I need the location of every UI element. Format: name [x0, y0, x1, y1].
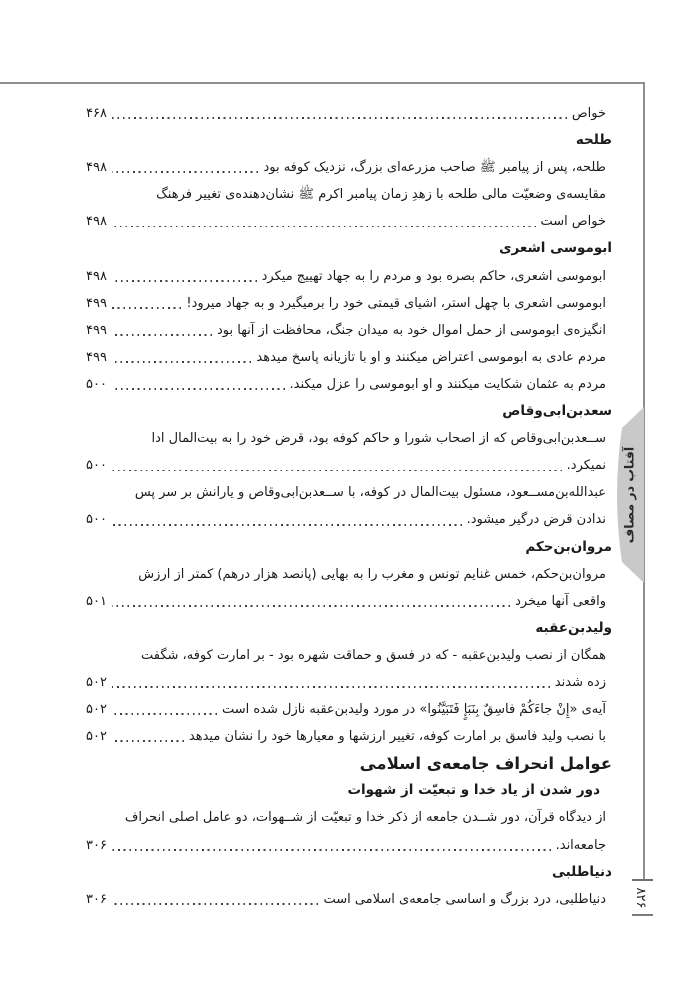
- dot-leader: [112, 903, 318, 905]
- dot-leader: [112, 849, 551, 851]
- dot-leader: [112, 388, 285, 390]
- top-rule: [0, 82, 645, 84]
- page-number: ۴۹۸: [86, 160, 107, 176]
- dot-leader: [112, 524, 462, 526]
- page-number: ۳۰۶: [86, 837, 107, 853]
- page-number: ۵۰۲: [86, 674, 107, 690]
- dot-leader: [112, 605, 510, 607]
- dot-leader: [112, 307, 181, 309]
- dot-leader: [112, 117, 567, 119]
- toc-entry-text: زده شدند: [554, 674, 606, 690]
- toc-entry: [86, 344, 612, 371]
- page-number: ۴۹۸: [86, 214, 107, 230]
- section-heading: [86, 235, 612, 262]
- chapter-tab-label: آفتاب در مصاف: [621, 446, 637, 544]
- toc-entry: [86, 290, 612, 317]
- page-number: ۴۶۸: [86, 106, 107, 121]
- page-number: ۵۰۰: [86, 512, 107, 528]
- toc-entry-continuation: [86, 181, 612, 208]
- toc-entry-text: همگان از نصب ولیدبن‌عقبه - که در فسق و حماقت شهره بود - بر امارت کوفه، شگفت: [140, 647, 606, 663]
- section-heading-text: ابوموسی اشعری: [499, 240, 612, 257]
- toc-entry-continuation: [86, 561, 612, 588]
- toc-entry: [86, 588, 612, 615]
- toc-entry-text: مردم عادی به ابوموسی اعتراض میکنند و او با تازیانه پاسخ میدهد: [256, 349, 606, 365]
- page-number: ۵۰۲: [86, 729, 107, 745]
- dot-leader: [112, 280, 257, 282]
- page-number: ۵۰۰: [86, 376, 107, 392]
- section-heading: [86, 615, 612, 642]
- dot-leader: [112, 226, 536, 228]
- toc-entry: [86, 371, 612, 398]
- toc-entry-continuation: [86, 642, 612, 669]
- toc-entry-text: دنیاطلبی، درد بزرگ و اساسی جامعه‌ی اسلامی است: [323, 891, 606, 907]
- toc-entry-text: واقعی آنها میخرد: [515, 593, 606, 609]
- toc-entry-text: نمیکرد.: [566, 458, 606, 474]
- section-heading: [86, 127, 612, 154]
- toc-entry: [86, 154, 612, 181]
- page-number: ۳۰۶: [86, 891, 107, 907]
- page-number: ۴۹۹: [86, 322, 107, 338]
- subsection-heading: [86, 777, 612, 804]
- toc-entry: [86, 696, 612, 723]
- chapter-tab: [609, 407, 644, 583]
- section-heading-text: مروان‌بن‌حکم: [525, 538, 612, 555]
- section-heading: [86, 859, 612, 886]
- folio-tick-rule: [632, 879, 653, 881]
- toc-entry-text: ندادن قرض درگیر میشود.: [466, 512, 606, 528]
- toc-entry-text: از دیدگاه قرآن، دور شــدن جامعه از ذکر خدا و تبعیّت از شــهوات، دو عامل اصلی انحراف: [124, 810, 606, 826]
- chapter-heading: [86, 750, 612, 777]
- toc-entry: [86, 506, 612, 533]
- toc-entry: [86, 100, 612, 127]
- folio-underline-rule: [632, 914, 653, 916]
- toc-entry-text: طلحه، پس از پیامبر ﷺ صاحب مزرعه‌ای بزرگ، نزدیک کوفه بود: [263, 160, 606, 176]
- page-number: ۴۹۸: [86, 268, 107, 284]
- toc-entry-text: مردم به عثمان شکایت میکنند و او ابوموسی را عزل میکند.: [289, 376, 606, 392]
- toc-entry-text: انگیزه‌ی ابوموسی از حمل اموال خود به میدان جنگ، محافظت از آنها بود: [216, 322, 606, 338]
- dot-leader: [112, 470, 562, 472]
- page-number: ۴۹۹: [86, 295, 107, 311]
- dot-leader: [112, 686, 550, 688]
- page-number: ۴۹۹: [86, 349, 107, 365]
- toc-entry: [86, 263, 612, 290]
- section-heading-text: دنیاطلبی: [552, 863, 612, 880]
- page-number: ۵۰۱: [86, 593, 107, 609]
- toc-entry-text: با نصب ولید فاسق بر امارت کوفه، تغییر ارزشها و معیارها خود را نشان میدهد: [188, 729, 606, 745]
- toc-entry-text: مقایسه‌ی وضعیّت مالی طلحه با زهدِ زمان پیامبر اکرم ﷺ نشان‌دهنده‌ی تغییر فرهنگ: [156, 187, 606, 203]
- dot-leader: [112, 334, 212, 336]
- toc-entry: [86, 208, 612, 235]
- toc-entry: [86, 886, 612, 913]
- section-heading: [86, 534, 612, 561]
- toc-entry-continuation: [86, 479, 612, 506]
- dot-leader: [112, 740, 184, 742]
- section-heading: [86, 398, 612, 425]
- section-heading-text: ولیدبن‌عقبه: [535, 619, 612, 636]
- toc-entry-continuation: [86, 425, 612, 452]
- dot-leader: [112, 361, 251, 363]
- toc-entry: [86, 452, 612, 479]
- toc-entry-text: آیه‌ی «إِنْ جاءَکُمْ فاسِقٌ بِنَبَإٍ فَتَبَیَّنُوا» در مورد ولیدبن‌عقبه نازل شده است: [221, 702, 606, 718]
- toc-entry-text: خواص است: [540, 214, 606, 230]
- toc-entry-text: جامعه‌اند.: [555, 837, 606, 853]
- toc-entry-text: مروان‌بن‌حکم، خمس غنایم تونس و مغرب را به بهایی (پانصد هزار درهم) کمتر از ارزش: [138, 566, 606, 582]
- section-heading-text: طلحه: [575, 132, 612, 149]
- section-heading-text: سعدبن‌ابی‌وقاص: [502, 403, 612, 420]
- toc-entry-continuation: [86, 804, 612, 831]
- page-number: ۵۰۰: [86, 458, 107, 474]
- toc-entry: [86, 317, 612, 344]
- toc-entry: [86, 669, 612, 696]
- toc-entry-text: ابوموسی اشعری، حاکم بصره بود و مردم را به جهاد تهییج میکرد: [261, 268, 606, 284]
- table-of-contents: [86, 100, 612, 913]
- folio-number: ۸۲۶: [633, 887, 649, 909]
- toc-entry-text: ســعدبن‌ابی‌وقاص که از اصحاب شورا و حاکم کوفه بود، قرض خود را به بیت‌المال ادا: [151, 431, 606, 447]
- dot-leader: [112, 713, 217, 715]
- dot-leader: [112, 171, 258, 173]
- toc-entry: [86, 832, 612, 859]
- toc-entry-text: خواص: [571, 106, 606, 121]
- toc-entry-text: عبدالله‌بن‌مســعود، مسئول بیت‌المال در کوفه، با ســعدبن‌ابی‌وقاص و یارانش بر سر پس: [134, 485, 606, 501]
- subsection-heading-text: دور شدن از یاد خدا و تبعیّت از شهوات: [347, 782, 600, 799]
- page-number: ۵۰۲: [86, 702, 107, 718]
- toc-entry: [86, 723, 612, 750]
- chapter-heading-text: عوامل انحراف جامعه‌ی اسلامی: [359, 754, 612, 774]
- toc-entry-text: ابوموسی اشعری با چهل استر، اشیای قیمتی خود را برمیگیرد و به جهاد میرود!: [186, 295, 606, 311]
